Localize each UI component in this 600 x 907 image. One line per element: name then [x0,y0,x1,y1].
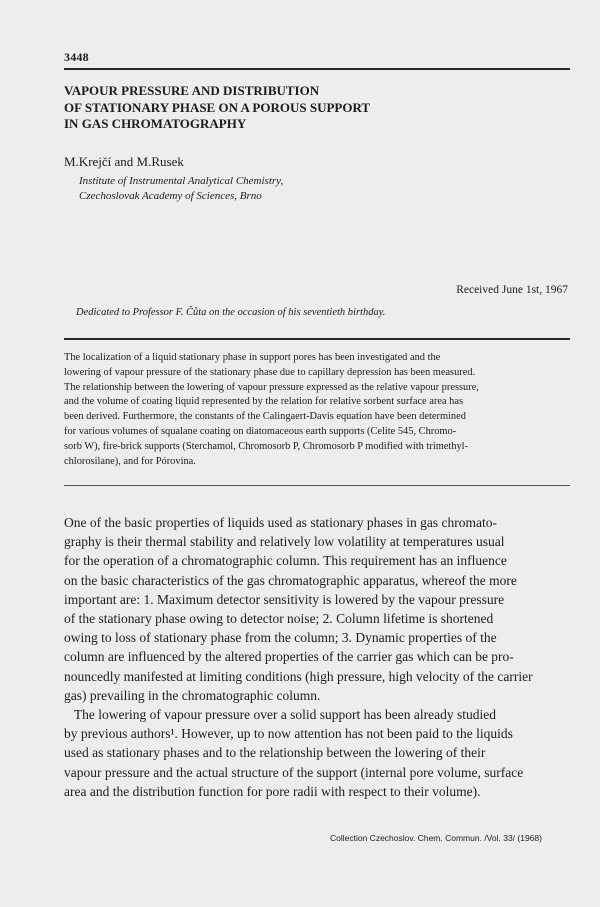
body-line: nouncedly manifested at limiting conditions (high pressure, high velocity of the carrier [64,668,533,684]
title-line: OF STATIONARY PHASE ON A POROUS SUPPORT [64,99,371,115]
header-rule [64,68,570,70]
abstract [64,351,570,469]
abstract-line: been derived. Furthermore, the constants of the Calingaert-Davis equation have been determined [64,411,466,423]
affiliation [79,174,283,204]
body-text [64,513,570,801]
body-line: for the operation of a chromatographic column. This requirement has an influence [64,553,507,569]
abstract-line: lowering of vapour pressure of the stationary phase due to capillary depression has been measured. [64,366,476,378]
body-line: important are: 1. Maximum detector sensitivity is lowered by the vapour pressure [64,591,505,607]
body-line: area and the distribution function for pore radii with respect to their volume). [64,783,481,799]
affiliation-line: Czechoslovak Academy of Sciences, Brno [79,190,262,202]
title-line: IN GAS CHROMATOGRAPHY [64,116,247,131]
body-line: One of the basic properties of liquids used as stationary phases in gas chromato- [64,515,498,530]
abstract-line: for various volumes of squalane coating on diatomaceous earth supports (Celite 545, Chromo- [64,425,457,437]
abstract-top-rule [64,338,570,340]
body-line: owing to loss of stationary phase from the column; 3. Dynamic properties of the [64,630,497,646]
page-number: 3448 [64,50,89,64]
body-line: used as stationary phases and to the relationship between the lowering of their [64,745,486,761]
abstract-line: chlorosilane), and for Pórovina. [64,455,196,467]
journal-footer: Collection Czechoslov. Chem. Commun. /Vol. 33/ (1968) [330,833,542,843]
body-line: column are influenced by the altered properties of the carrier gas which can be pro- [64,649,514,665]
abstract-line: The localization of a liquid stationary phase in support pores has been investigated and the [64,352,441,363]
body-line: by previous authors¹. However, up to now attention has not been paid to the liquids [64,726,513,742]
abstract-line: The relationship between the lowering of vapour pressure expressed as the relative vapour pressure, [64,381,479,393]
dedication: Dedicated to Professor F. Čůta on the occasion of his seventieth birthday. [76,307,386,318]
received-date: Received June 1st, 1967 [456,284,568,296]
abstract-line: sorb W), fire-brick supports (Sterchamol, Chromosorb P, Chromosorb P modified with trimethyl- [64,440,469,452]
body-line: gas) prevailing in the chromatographic column. [64,687,321,703]
body-line: vapour pressure and the actual structure of the support (internal pore volume, surface [64,764,524,780]
title-line: VAPOUR PRESSURE AND DISTRIBUTION [64,83,320,98]
abstract-line: and the volume of coating liquid represented by the relation for relative sorbent surface area has [64,396,464,408]
body-line: The lowering of vapour pressure over a solid support has been already studied [64,707,497,723]
body-line: on the basic characteristics of the gas chromatographic apparatus, whereof the more [64,572,517,588]
body-line: graphy is their thermal stability and relatively low volatility at temperatures usual [64,534,505,550]
article-title [64,83,544,133]
body-line: of the stationary phase owing to detector noise; 2. Column lifetime is shortened [64,611,494,627]
authors: M.Krejčí and M.Rusek [64,154,184,169]
affiliation-line: Institute of Instrumental Analytical Chemistry, [79,175,284,187]
abstract-bottom-rule [64,485,570,486]
